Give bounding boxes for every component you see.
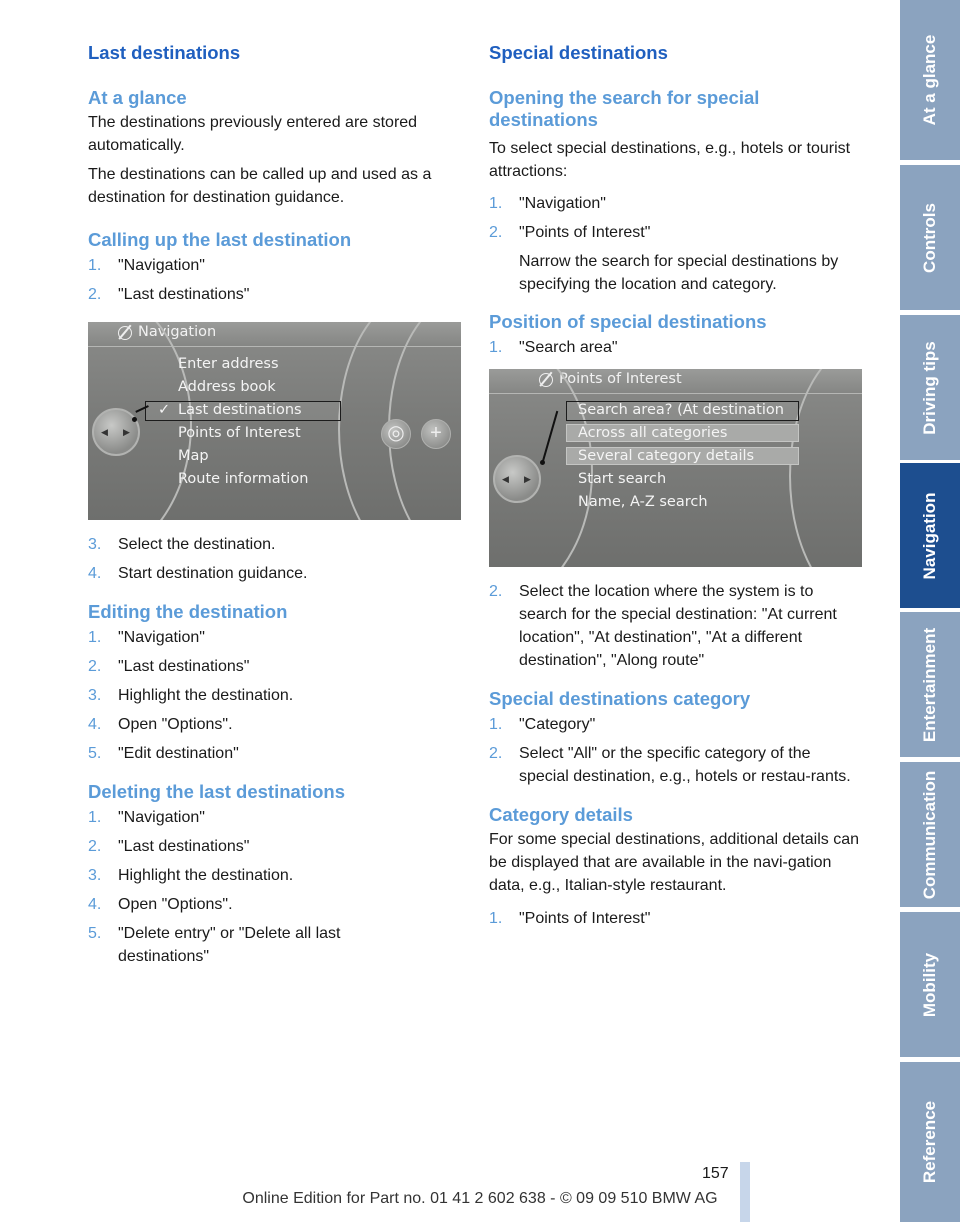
check-icon: ✓ [158,402,171,418]
list-item: 4. Start destination guidance. [88,565,308,582]
section-title-last-destinations: Last destinations [88,42,241,63]
list-item: 1. "Navigation" [88,809,205,826]
list-item: 4. Open "Options". [88,716,233,733]
paragraph: The destinations can be called up and used as a destination for destination guidance. [88,166,432,206]
list-item: 2. "Points of Interest" Narrow the search for special destinations by specifying the location and category. [489,221,864,296]
chapter-sidebar [900,0,960,1222]
paragraph: For some special destinations, additional details can be displayed that are available in the navi-gation data, e.g., Italian-style restaurant. [489,831,859,894]
list-item: 3. Select the destination. [88,536,276,553]
navigation-screen-image [88,322,461,520]
menu-item: Points of Interest [178,425,301,441]
tab-driving-tips[interactable]: Driving tips [900,315,960,460]
menu-item: Start search [578,471,667,487]
list-item: 2. Select the location where the system is to search for the special destination: "At current location", "At destination", "At a different destination", "Along route" [489,583,837,669]
list-item: 1. "Navigation" [88,257,205,274]
list-item: 1. "Navigation" [88,629,205,646]
tab-communication[interactable]: Communication [900,762,960,907]
step-list [489,580,864,672]
paragraph: To select special destinations, e.g., hotels or tourist attractions: [489,140,851,180]
list-item: 1. "Points of Interest" [489,910,651,927]
menu-item: Name, A-Z search [578,494,708,510]
controller-knob-icon: ◀ ▶ [92,408,140,456]
heading-opening-search: Opening the search for special destinations [489,87,760,130]
heading-calling-up: Calling up the last destination [88,229,352,250]
list-item: 2. "Last destinations" [88,658,250,675]
list-item: 3. Highlight the destination. [88,867,294,884]
screen-title: Navigation [138,324,217,340]
list-item: 2. Select "All" or the specific category of the special destination, e.g., hotels or restau-rants. [489,745,851,785]
plus-icon: + [421,419,451,449]
step-list [88,254,463,306]
tab-reference[interactable]: Reference [900,1062,960,1222]
screen-arc [789,369,862,567]
paragraph: The destinations previously entered are stored automatically. [88,114,418,154]
list-item: 2. "Last destinations" [88,838,250,855]
tab-navigation[interactable]: Navigation [900,463,960,608]
list-item: 1. "Search area" [489,339,618,356]
step-list [88,806,463,968]
menu-item-selected: Last destinations [178,402,302,418]
right-column [489,42,864,936]
step-list [88,626,463,765]
menu-item-selected: Search area? (At destination [578,402,784,418]
sub-paragraph: Narrow the search for special destinations by specifying the location and category. [519,253,839,293]
points-of-interest-screen-image [489,369,862,567]
tab-entertainment[interactable]: Entertainment [900,612,960,757]
step-list [489,192,864,296]
route-icon: ◎ [381,419,411,449]
list-item: 4. Open "Options". [88,896,233,913]
tab-at-a-glance[interactable]: At a glance [900,0,960,160]
list-item: 3. Highlight the destination. [88,687,294,704]
tab-mobility[interactable]: Mobility [900,912,960,1057]
tab-controls[interactable]: Controls [900,165,960,310]
step-list [489,713,864,788]
step-list [489,336,864,359]
pointer-dot [132,417,137,422]
menu-item: Map [178,448,209,464]
page-number: 157 [702,1165,729,1182]
list-item: 5. "Edit destination" [88,745,239,762]
heading-position: Position of special destinations [489,311,767,332]
step-list [88,533,463,585]
menu-item: Address book [178,379,276,395]
menu-item: Several category details [578,448,755,464]
heading-category-details: Category details [489,804,633,825]
menu-item: Enter address [178,356,279,372]
list-item: 2. "Last destinations" [88,286,250,303]
heading-at-a-glance: At a glance [88,87,187,108]
section-title-special-destinations: Special destinations [489,42,668,63]
menu-item: Across all categories [578,425,728,441]
left-column [88,42,463,974]
heading-category: Special destinations category [489,688,751,709]
menu-item: Route information [178,471,309,487]
controller-knob-icon: ◀ ▶ [493,455,541,503]
footer-text: Online Edition for Part no. 01 41 2 602 638 - © 09 09 510 BMW AG [242,1190,718,1207]
step-list [489,907,864,930]
heading-deleting: Deleting the last destinations [88,781,345,802]
heading-editing: Editing the destination [88,601,288,622]
screen-title: Points of Interest [559,371,682,387]
list-item: 1. "Navigation" [489,195,606,212]
list-item: 1. "Category" [489,716,596,733]
list-item: 5. "Delete entry" or "Delete all last destinations" [88,925,341,965]
